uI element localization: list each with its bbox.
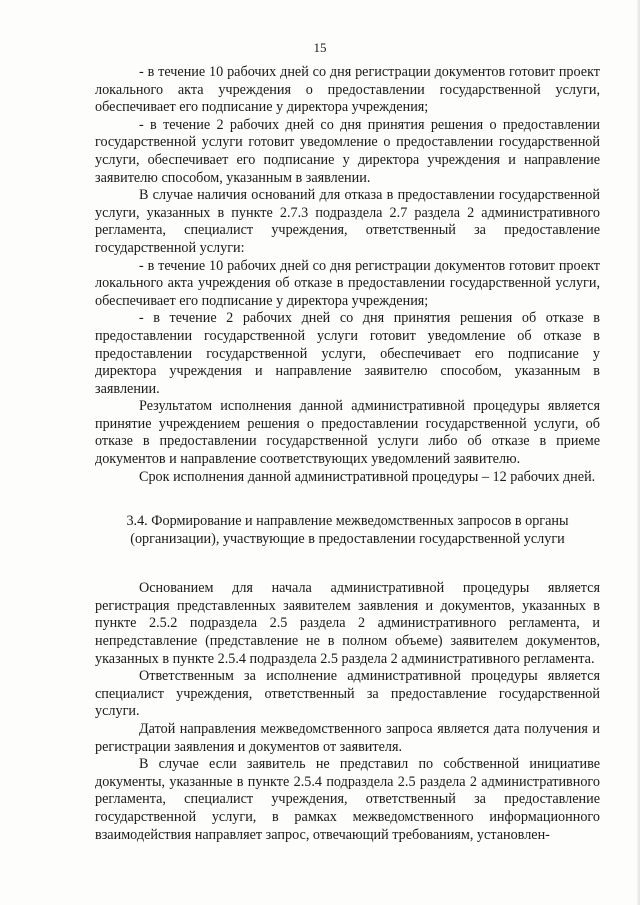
paragraph: - в течение 2 рабочих дней со дня принятия решения об отказе в предоставлении государственной услуги готовит уведомление об отказе в предоставлении государственной услуги, обеспечивает его подписание у директора учреждения и направление заявителю способом, указанным в заявлении. bbox=[95, 310, 600, 397]
paragraph: Срок исполнения данной административной процедуры – 12 рабочих дней. bbox=[139, 468, 596, 485]
paragraph: Основанием для начала административной процедуры является регистрация представленных заявителем заявления и документов, указанных в пункте 2.5.2 подраздела 2.5 раздела 2 административного регламента, и непредставление (представление не в полном объеме) заявителем документов, указанных в пункте 2.5.4 подраздела 2.5 раздела 2 административного регламента. bbox=[95, 580, 600, 667]
paragraph: - в течение 2 рабочих дней со дня принятия решения о предоставлении государственной услуги готовит уведомление о предоставлении государственной услуги, обеспечивает его подписание у директора учреждения и направление заявителю способом, указанным в заявлении. bbox=[95, 116, 600, 186]
section-heading: 3.4. Формирование и направление межведомственных запросов в органы (организации), участвующие в предоставлении государственной услуги bbox=[126, 513, 569, 548]
paragraph: Датой направления межведомственного запроса является дата получения и регистрации заявления и документов от заявителя. bbox=[95, 721, 600, 755]
document-body bbox=[95, 64, 600, 844]
paragraph: - в течение 10 рабочих дней со дня регистрации документов готовит проект локального акта учреждения о предоставлении государственной услуги, обеспечивает его подписание у директора учреждения; bbox=[95, 64, 600, 116]
paragraph: Результатом исполнения данной административной процедуры является принятие учреждением решения о предоставлении государственной услуги, об отказе в предоставлении государственной услуги либо об отказе в приеме документов и направление соответствующих уведомлений заявителю. bbox=[95, 398, 600, 468]
paragraph: В случае если заявитель не представил по собственной инициативе документы, указанные в пункте 2.5.4 подраздела 2.5 раздела 2 административного регламента, специалист учреждения, ответственный за предоставление государственной услуги, в рамках межведомственного информационного взаимодействия направляет запрос, отвечающий требованиям, установлен- bbox=[95, 756, 600, 843]
paragraph: В случае наличия оснований для отказа в предоставлении государственной услуги, указанных в пункте 2.7.3 подраздела 2.7 раздела 2 административного регламента, специалист учреждения, ответственный за предоставление государственной услуги: bbox=[95, 187, 600, 256]
paragraph: - в течение 10 рабочих дней со дня регистрации документов готовит проект локального акта учреждения об отказе в предоставлении государственной услуги, обеспечивает его подписание у директора учреждения; bbox=[95, 257, 600, 309]
page-number: 15 bbox=[313, 40, 327, 55]
paragraph: Ответственным за исполнение административной процедуры является специалист учреждения, ответственный за предоставление государственной услуги. bbox=[95, 668, 600, 720]
